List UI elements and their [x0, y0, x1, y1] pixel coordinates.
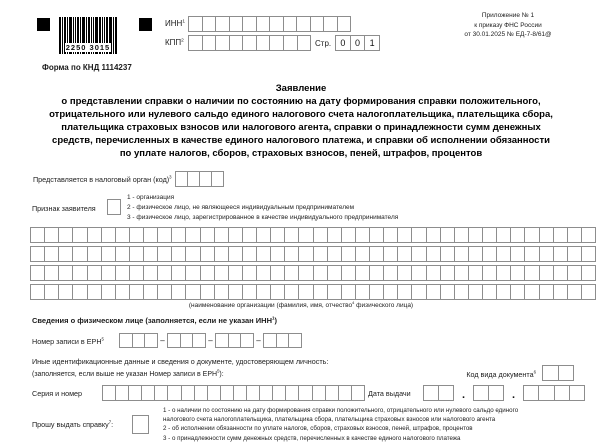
input-cell[interactable] — [202, 16, 217, 32]
input-cell[interactable] — [542, 365, 559, 381]
input-cell[interactable] — [323, 16, 338, 32]
input-cell[interactable] — [215, 16, 230, 32]
input-cell[interactable] — [171, 246, 186, 262]
input-cell[interactable] — [482, 284, 497, 300]
input-cell[interactable] — [143, 246, 158, 262]
input-cell[interactable] — [132, 333, 146, 348]
inn-input-cells[interactable] — [188, 16, 351, 32]
registration-mark-left — [37, 18, 50, 31]
input-cell[interactable] — [397, 265, 412, 281]
input-cell[interactable] — [269, 35, 284, 51]
input-cell[interactable] — [426, 284, 441, 300]
input-cell[interactable] — [411, 265, 426, 281]
applicant-option: 1 - организация — [127, 194, 175, 201]
input-cell[interactable] — [510, 284, 525, 300]
input-cell[interactable] — [454, 265, 469, 281]
input-cell[interactable] — [185, 284, 200, 300]
input-cell[interactable] — [355, 265, 370, 281]
input-cell[interactable] — [101, 265, 116, 281]
name-input-row-3[interactable] — [30, 265, 596, 281]
input-cell[interactable] — [351, 385, 365, 401]
appendix-note — [420, 11, 596, 40]
fill-note: (заполняется, если выше не указан Номер записи в ЕРН$^5$): — [32, 368, 224, 378]
input-cell[interactable] — [115, 265, 130, 281]
input-cell[interactable] — [215, 35, 230, 51]
input-cell[interactable] — [214, 265, 229, 281]
input-cell[interactable] — [355, 227, 370, 243]
input-cell[interactable] — [242, 265, 257, 281]
input-cell[interactable] — [276, 333, 290, 348]
input-cell[interactable] — [256, 16, 271, 32]
input-cell[interactable] — [325, 385, 339, 401]
page-digit-cell[interactable]: 0 — [350, 35, 366, 51]
input-cell[interactable] — [539, 265, 554, 281]
input-cell[interactable] — [523, 385, 539, 401]
request-option: налогового счета налогоплательщика, плательщика сбора, плательщика страховых взносов или налогового агента — [163, 416, 496, 424]
input-cell[interactable] — [355, 284, 370, 300]
input-cell[interactable] — [229, 16, 244, 32]
input-cell[interactable] — [411, 227, 426, 243]
input-cell[interactable] — [143, 284, 158, 300]
applicant-option: 3 - физическое лицо, зарегистрированное в качестве индивидуального предпринимателя — [127, 214, 399, 221]
page-digit-cell[interactable]: 1 — [364, 35, 380, 51]
tax-authority-label: Представляется в налоговый орган (код)$^3$ — [33, 174, 172, 184]
input-cell[interactable] — [482, 265, 497, 281]
input-cell[interactable] — [539, 284, 554, 300]
barcode-digits: 2250 3015 — [65, 43, 111, 52]
input-cell[interactable] — [188, 16, 203, 32]
input-cell[interactable] — [468, 284, 483, 300]
page-number-label: Стр. — [315, 39, 332, 48]
input-cell[interactable] — [44, 246, 59, 262]
input-cell[interactable] — [233, 385, 247, 401]
input-cell[interactable] — [256, 265, 271, 281]
input-cell[interactable] — [214, 284, 229, 300]
input-cell[interactable] — [167, 385, 181, 401]
doc-code-label: Код вида документа$^6$ — [466, 369, 536, 379]
input-cell[interactable] — [313, 246, 328, 262]
input-cell[interactable] — [215, 333, 229, 348]
registration-mark-right — [139, 18, 152, 31]
input-cell[interactable] — [383, 284, 398, 300]
input-cell[interactable] — [369, 265, 384, 281]
input-cell[interactable] — [30, 246, 45, 262]
input-cell[interactable] — [426, 227, 441, 243]
input-cell[interactable] — [426, 265, 441, 281]
input-cell[interactable] — [524, 265, 539, 281]
applicant-sign-checkbox[interactable] — [107, 199, 121, 215]
input-cell[interactable] — [119, 333, 133, 348]
date-separator: . — [511, 389, 516, 401]
input-cell[interactable] — [115, 227, 130, 243]
form-title-line: о представлении справки о наличии по состоянию на дату формирования справки положительного, — [61, 96, 541, 107]
page-number-cells[interactable] — [335, 35, 380, 51]
input-cell[interactable] — [383, 246, 398, 262]
input-cell[interactable] — [30, 265, 45, 281]
input-cell[interactable] — [185, 227, 200, 243]
request-option: 1 - о наличии по состоянию на дату формирования справки положительного, отрицательного или нулевого сальдо единого — [163, 407, 519, 414]
input-cell[interactable] — [128, 385, 142, 401]
other-id-line: Иные идентификационные данные и сведения о документе, удостоверяющем личность: — [32, 357, 329, 366]
input-cell[interactable] — [297, 35, 312, 51]
input-cell[interactable] — [554, 385, 570, 401]
input-cell[interactable] — [157, 227, 172, 243]
input-cell[interactable] — [272, 385, 286, 401]
input-cell[interactable] — [284, 265, 299, 281]
issue-date-cells[interactable] — [423, 385, 585, 401]
input-cell[interactable] — [72, 246, 87, 262]
input-cell[interactable] — [263, 333, 277, 348]
request-option: 2 - об исполнении обязанности по уплате налогов, сборов, страховых взносов, пеней, штрафов, процентов — [163, 425, 473, 433]
input-cell[interactable] — [284, 246, 299, 262]
issue-date-label: Дата выдачи — [368, 389, 411, 398]
input-cell[interactable] — [242, 35, 257, 51]
input-cell[interactable] — [488, 385, 504, 401]
input-cell[interactable] — [313, 265, 328, 281]
input-cell[interactable] — [200, 284, 215, 300]
ern-separator: – — [208, 336, 213, 345]
input-cell[interactable] — [87, 265, 102, 281]
input-cell[interactable] — [510, 246, 525, 262]
issue-date-year-cells[interactable] — [523, 385, 585, 401]
form-title-line: отрицательного или нулевого сальдо единого налогового счета налогоплательщика, плательщика сбора, — [49, 109, 553, 120]
input-cell[interactable] — [242, 16, 257, 32]
input-cell[interactable] — [270, 284, 285, 300]
input-cell[interactable] — [87, 227, 102, 243]
input-cell[interactable] — [397, 227, 412, 243]
input-cell[interactable] — [144, 333, 158, 348]
input-cell[interactable] — [72, 284, 87, 300]
series-number-cells[interactable] — [102, 385, 365, 401]
name-rows-caption: (наименование организации (фамилия, имя, отчество$^4$ физического лица) — [188, 299, 414, 309]
appendix-line: от 30.01.2025 № ЕД-7-8/61@ — [464, 31, 552, 38]
input-cell[interactable] — [228, 333, 242, 348]
input-cell[interactable] — [567, 265, 582, 281]
input-cell[interactable] — [30, 284, 45, 300]
input-cell[interactable] — [171, 227, 186, 243]
input-cell[interactable] — [259, 385, 273, 401]
page-digit-cell[interactable]: 0 — [335, 35, 351, 51]
series-number-label: Серия и номер — [32, 389, 83, 398]
input-cell[interactable] — [58, 284, 73, 300]
input-cell[interactable] — [202, 35, 217, 51]
name-input-row-4[interactable] — [30, 284, 596, 300]
input-cell[interactable] — [285, 385, 299, 401]
date-separator: . — [461, 389, 466, 401]
input-cell[interactable] — [440, 284, 455, 300]
input-cell[interactable] — [553, 284, 568, 300]
input-cell[interactable] — [256, 284, 271, 300]
input-cell[interactable] — [200, 227, 215, 243]
input-cell[interactable] — [200, 246, 215, 262]
knd-form-label: Форма по КНД 1114237 — [42, 63, 132, 72]
input-cell[interactable] — [496, 246, 511, 262]
input-cell[interactable] — [129, 227, 144, 243]
ern-number-label: Номер записи в ЕРН$^5$ — [32, 336, 104, 346]
input-cell[interactable] — [581, 246, 596, 262]
input-cell[interactable] — [129, 265, 144, 281]
input-cell[interactable] — [337, 16, 352, 32]
input-cell[interactable] — [468, 265, 483, 281]
input-cell[interactable] — [228, 265, 243, 281]
input-cell[interactable] — [228, 284, 243, 300]
input-cell[interactable] — [454, 227, 469, 243]
input-cell[interactable] — [288, 333, 302, 348]
input-cell[interactable] — [256, 246, 271, 262]
input-cell[interactable] — [115, 385, 129, 401]
form-title-line: по уплате налогов, сборов, страховых взносов, пеней, штрафов, процентов — [119, 148, 483, 159]
input-cell[interactable] — [581, 284, 596, 300]
kpp-input-cells[interactable] — [188, 35, 311, 51]
input-cell[interactable] — [553, 265, 568, 281]
input-cell[interactable] — [296, 16, 311, 32]
input-cell[interactable] — [269, 16, 284, 32]
name-input-row-2[interactable] — [30, 246, 596, 262]
input-cell[interactable] — [411, 246, 426, 262]
input-cell[interactable] — [496, 284, 511, 300]
request-label: Прошу выдать справку$^7$: — [32, 419, 114, 429]
input-cell[interactable] — [510, 227, 525, 243]
input-cell[interactable] — [101, 284, 116, 300]
input-cell[interactable] — [327, 227, 342, 243]
input-cell[interactable] — [192, 333, 206, 348]
input-cell[interactable] — [180, 333, 194, 348]
input-cell[interactable] — [341, 246, 356, 262]
input-cell[interactable] — [338, 385, 352, 401]
input-cell[interactable] — [310, 16, 325, 32]
input-cell[interactable] — [383, 227, 398, 243]
input-cell[interactable] — [102, 385, 116, 401]
input-cell[interactable] — [369, 246, 384, 262]
appendix-line: к приказу ФНС России — [474, 21, 542, 29]
input-cell[interactable] — [482, 227, 497, 243]
input-cell[interactable] — [327, 246, 342, 262]
input-cell[interactable] — [482, 246, 497, 262]
input-cell[interactable] — [454, 246, 469, 262]
input-cell[interactable] — [30, 227, 45, 243]
tax-authority-code-cells[interactable] — [175, 171, 224, 187]
input-cell[interactable] — [510, 265, 525, 281]
input-cell[interactable] — [283, 35, 298, 51]
form-title — [28, 82, 574, 160]
input-cell[interactable] — [72, 265, 87, 281]
input-cell[interactable] — [567, 284, 582, 300]
input-cell[interactable] — [440, 265, 455, 281]
input-cell[interactable] — [473, 385, 489, 401]
input-cell[interactable] — [270, 246, 285, 262]
input-cell[interactable] — [397, 246, 412, 262]
input-cell[interactable] — [298, 246, 313, 262]
input-cell[interactable] — [539, 246, 554, 262]
request-option: 3 - о принадлежности сумм денежных средств, перечисленных в качестве единого налогового платежа — [163, 434, 461, 442]
input-cell[interactable] — [298, 284, 313, 300]
input-cell[interactable] — [44, 284, 59, 300]
input-cell[interactable] — [496, 227, 511, 243]
input-cell[interactable] — [246, 385, 260, 401]
input-cell[interactable] — [581, 227, 596, 243]
ern-group-4[interactable] — [263, 333, 302, 348]
issue-date-month-cells[interactable] — [473, 385, 504, 401]
input-cell[interactable] — [185, 265, 200, 281]
input-cell[interactable] — [167, 333, 181, 348]
input-cell[interactable] — [242, 227, 257, 243]
input-cell[interactable] — [423, 385, 439, 401]
input-cell[interactable] — [524, 284, 539, 300]
input-cell[interactable] — [171, 284, 186, 300]
inn-label: ИНН$^1$ — [165, 19, 185, 28]
ern-separator: – — [160, 336, 165, 345]
input-cell[interactable] — [383, 265, 398, 281]
ern-group-3[interactable] — [215, 333, 254, 348]
input-cell[interactable] — [558, 365, 575, 381]
input-cell[interactable] — [454, 284, 469, 300]
form-title-line: плательщика страховых взносов или налогового агента, справки о принадлежности сумм денежных — [61, 122, 541, 133]
input-cell[interactable] — [524, 227, 539, 243]
input-cell[interactable] — [211, 171, 224, 187]
input-cell[interactable] — [411, 284, 426, 300]
input-cell[interactable] — [157, 284, 172, 300]
input-cell[interactable] — [256, 227, 271, 243]
input-cell[interactable] — [228, 246, 243, 262]
input-cell[interactable] — [327, 284, 342, 300]
input-cell[interactable] — [44, 227, 59, 243]
input-cell[interactable] — [567, 227, 582, 243]
appendix-line: Приложение № 1 — [481, 12, 535, 19]
input-cell[interactable] — [194, 385, 208, 401]
input-cell[interactable] — [468, 246, 483, 262]
input-cell[interactable] — [539, 227, 554, 243]
input-cell[interactable] — [214, 227, 229, 243]
input-cell[interactable] — [242, 284, 257, 300]
ern-group-1[interactable] — [119, 333, 158, 348]
input-cell[interactable] — [313, 284, 328, 300]
input-cell[interactable] — [115, 246, 130, 262]
input-cell[interactable] — [524, 246, 539, 262]
input-cell[interactable] — [129, 246, 144, 262]
input-cell[interactable] — [341, 227, 356, 243]
ern-number-cells[interactable] — [119, 333, 302, 348]
input-cell[interactable] — [327, 265, 342, 281]
input-cell[interactable] — [426, 246, 441, 262]
input-cell[interactable] — [313, 227, 328, 243]
doc-code-cells[interactable] — [542, 365, 574, 381]
ern-group-2[interactable] — [167, 333, 206, 348]
input-cell[interactable] — [468, 227, 483, 243]
input-cell[interactable] — [270, 227, 285, 243]
input-cell[interactable] — [228, 227, 243, 243]
input-cell[interactable] — [270, 265, 285, 281]
input-cell[interactable] — [157, 246, 172, 262]
applicant-option: 2 - физическое лицо, не являющееся индивидуальным предпринимателем — [127, 204, 355, 211]
input-cell[interactable] — [44, 265, 59, 281]
request-checkbox[interactable] — [132, 415, 149, 434]
input-cell[interactable] — [181, 385, 195, 401]
input-cell[interactable] — [298, 265, 313, 281]
ern-separator: – — [256, 336, 261, 345]
input-cell[interactable] — [207, 385, 221, 401]
input-cell[interactable] — [115, 284, 130, 300]
input-cell[interactable] — [298, 385, 312, 401]
input-cell[interactable] — [87, 246, 102, 262]
input-cell[interactable] — [129, 284, 144, 300]
input-cell[interactable] — [553, 246, 568, 262]
input-cell[interactable] — [355, 246, 370, 262]
input-cell[interactable] — [369, 227, 384, 243]
input-cell[interactable] — [101, 227, 116, 243]
input-cell[interactable] — [229, 35, 244, 51]
input-cell[interactable] — [284, 284, 299, 300]
input-cell[interactable] — [567, 246, 582, 262]
form-title-line: средств, перечисленных в качестве единого налогового платежа, и справки об исполнении обязанности — [52, 135, 550, 146]
input-cell[interactable] — [569, 385, 585, 401]
input-cell[interactable] — [185, 246, 200, 262]
input-cell[interactable] — [200, 265, 215, 281]
input-cell[interactable] — [143, 227, 158, 243]
input-cell[interactable] — [58, 227, 73, 243]
input-cell[interactable] — [101, 246, 116, 262]
input-cell[interactable] — [220, 385, 234, 401]
applicant-sign-label: Признак заявителя — [32, 204, 96, 213]
input-cell[interactable] — [341, 284, 356, 300]
input-cell[interactable] — [312, 385, 326, 401]
input-cell[interactable] — [496, 265, 511, 281]
form-title-heading: Заявление — [275, 83, 327, 94]
issue-date-day-cells[interactable] — [423, 385, 454, 401]
barcode — [59, 17, 117, 54]
kpp-label: КПП$^2$ — [165, 38, 184, 47]
input-cell[interactable] — [298, 227, 313, 243]
input-cell[interactable] — [538, 385, 554, 401]
input-cell[interactable] — [369, 284, 384, 300]
input-cell[interactable] — [283, 16, 298, 32]
input-cell[interactable] — [188, 35, 203, 51]
applicant-sign-options — [127, 193, 398, 223]
request-options — [163, 406, 518, 443]
input-cell[interactable] — [440, 246, 455, 262]
input-cell[interactable] — [87, 284, 102, 300]
input-cell[interactable] — [157, 265, 172, 281]
individual-section-heading: Сведения о физическом лице (заполняется, если не указан ИНН$^1$) — [32, 315, 277, 325]
input-cell[interactable] — [341, 265, 356, 281]
input-cell[interactable] — [58, 246, 73, 262]
input-cell[interactable] — [141, 385, 155, 401]
input-cell[interactable] — [256, 35, 271, 51]
input-cell[interactable] — [440, 227, 455, 243]
input-cell[interactable] — [143, 265, 158, 281]
input-cell[interactable] — [397, 284, 412, 300]
input-cell[interactable] — [154, 385, 168, 401]
input-cell[interactable] — [438, 385, 454, 401]
input-cell[interactable] — [242, 246, 257, 262]
input-cell[interactable] — [58, 265, 73, 281]
input-cell[interactable] — [553, 227, 568, 243]
name-input-row-1[interactable] — [30, 227, 596, 243]
input-cell[interactable] — [171, 265, 186, 281]
input-cell[interactable] — [214, 246, 229, 262]
input-cell[interactable] — [581, 265, 596, 281]
input-cell[interactable] — [240, 333, 254, 348]
input-cell[interactable] — [72, 227, 87, 243]
input-cell[interactable] — [284, 227, 299, 243]
